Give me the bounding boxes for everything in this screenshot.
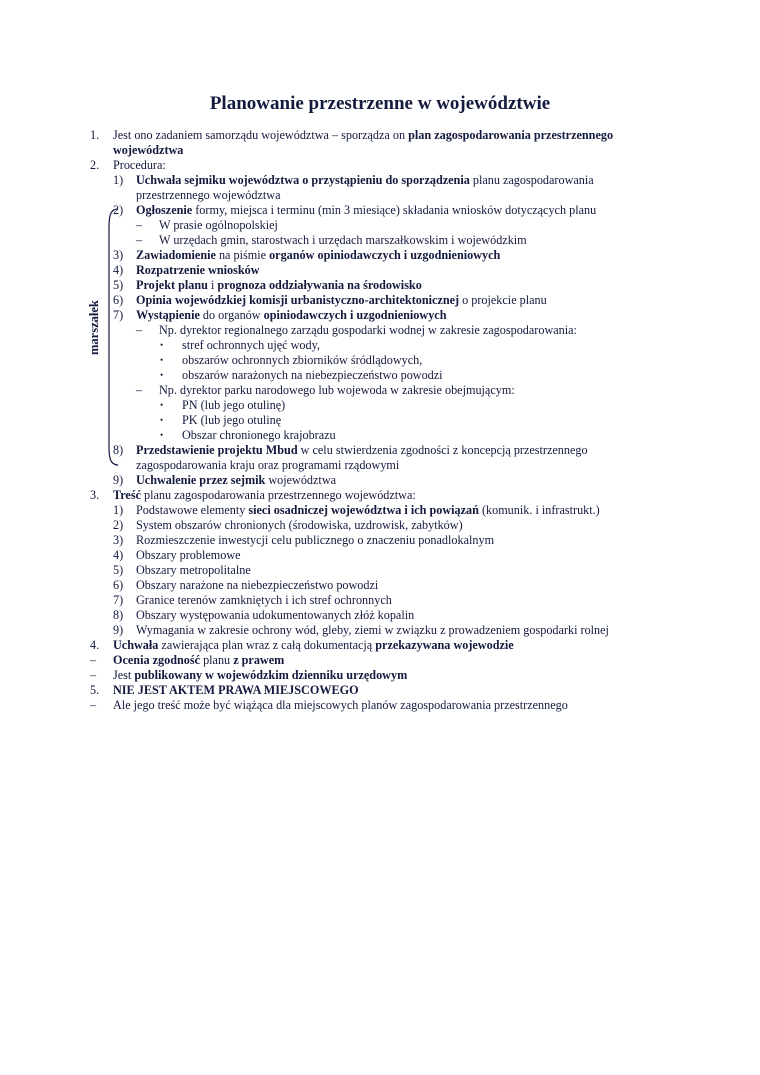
list-text [182,338,320,353]
list-marker: • [160,400,164,410]
list-marker: 3. [90,488,100,502]
list-marker: 9) [113,623,124,637]
list-marker: 5) [113,563,124,577]
text-segment: i [207,278,218,292]
list-text [159,383,515,398]
list-item [0,338,760,353]
list-item [0,203,760,218]
list-marker: 4) [113,263,124,277]
list-text [136,173,594,188]
bold-text: z prawem [233,653,285,667]
bold-text: prognoza oddziaływania na środowisko [217,278,422,292]
list-marker: • [160,340,164,350]
bold-text: Zawiadomienie [136,248,216,262]
text-segment: PN (lub jego otulinę) [182,398,286,412]
list-marker: • [160,415,164,425]
bold-text: Ocenia zgodność [113,653,201,667]
text-segment: Obszary narażone na niebezpieczeństwo powodzi [136,578,379,592]
list-marker: 3) [113,248,124,262]
bold-text: publikowany w wojewódzkim dzienniku urzędowym [134,668,408,682]
list-item [0,608,760,623]
list-item [0,323,760,338]
text-segment: Jest ono zadaniem samorządu województwa – sporządza on [113,128,409,142]
list-marker: • [160,355,164,365]
bold-text: Uchwała [113,638,159,652]
list-item [0,143,760,158]
text-segment: System obszarów chronionych (środowiska, uzdrowisk, zabytków) [136,518,463,532]
text-segment: stref ochronnych ujęć wody, [182,338,320,352]
text-segment: na piśmie [215,248,270,262]
text-segment: W prasie ogólnopolskiej [159,218,278,232]
list-item [0,368,760,383]
bold-text: województwa [113,143,184,157]
list-marker: 7) [113,593,124,607]
list-item [0,398,760,413]
bold-text: opiniodawczych i uzgodnieniowych [263,308,447,322]
text-segment: Np. dyrektor regionalnego zarządu gospodarki wodnej w zakresie zagospodarowania: [159,323,577,337]
text-segment: formy, miejsca i terminu (min 3 miesiące) składania wniosków dotyczących planu [192,203,597,217]
list-item [0,563,760,578]
text-segment: obszarów narażonych na niebezpieczeństwo powodzi [182,368,443,382]
list-item [0,503,760,518]
text-segment: PK (lub jego otulinę [182,413,282,427]
list-item [0,638,760,653]
list-text [136,563,251,578]
list-text [113,698,568,713]
list-text [136,533,494,548]
list-text [159,218,278,233]
list-marker: 7) [113,308,124,322]
text-segment: planu zagospodarowania przestrzennego województwa: [140,488,416,502]
list-item [0,353,760,368]
list-item [0,518,760,533]
list-marker: – [90,653,97,667]
list-marker: 5) [113,278,124,292]
list-text [136,623,609,638]
list-marker: 1) [113,173,124,187]
list-item [0,278,760,293]
list-marker: – [90,698,97,712]
bold-text: Przedstawienie projektu Mbud [136,443,298,457]
list-marker: – [136,383,143,397]
bold-text: plan zagospodarowania przestrzennego [408,128,614,142]
list-item [0,548,760,563]
text-segment: Obszary problemowe [136,548,241,562]
list-item [0,263,760,278]
list-text [182,428,336,443]
list-item [0,173,760,188]
text-segment: do organów [199,308,264,322]
list-text [113,638,514,653]
text-segment: Obszary występowania udokumentowanych złóż kopalin [136,608,415,622]
list-marker: • [160,370,164,380]
text-segment: w celu stwierdzenia zgodności z koncepcją przestrzennego [297,443,588,457]
list-item [0,428,760,443]
list-text [182,368,443,383]
text-segment: Procedura: [113,158,166,172]
list-item [0,623,760,638]
text-segment: (komunik. i infrastrukt.) [478,503,600,517]
list-marker: 2) [113,518,124,532]
list-item [0,458,760,473]
list-text [136,443,588,458]
list-text [136,593,392,608]
list-marker: 6) [113,293,124,307]
bold-text: Uchwalenie przez sejmik [136,473,266,487]
bold-text: NIE JEST AKTEM PRAWA MIEJSCOWEGO [113,683,359,697]
list-text [136,473,336,488]
text-segment: Jest [113,668,135,682]
bold-text: Wystąpienie [136,308,200,322]
bold-text: Rozpatrzenie wniosków [136,263,260,277]
text-segment: województwa [265,473,337,487]
list-marker: 6) [113,578,124,592]
list-marker: 5. [90,683,100,697]
list-text [182,413,281,428]
bold-text: Treść [113,488,141,502]
text-segment: przestrzennego województwa [136,188,281,202]
document-body [0,128,760,713]
list-item [0,473,760,488]
list-item [0,533,760,548]
list-text [113,668,407,683]
list-text [113,683,359,698]
list-item [0,293,760,308]
list-marker: 2) [113,203,124,217]
list-text [113,158,166,173]
list-text [136,578,378,593]
list-item [0,413,760,428]
text-segment: Ale jego treść może być wiążąca dla miejscowych planów zagospodarowania przestrzennego [113,698,568,712]
list-text [136,458,399,473]
text-segment: W urzędach gmin, starostwach i urzędach marszałkowskim i wojewódzkim [159,233,527,247]
bold-text: Opinia wojewódzkiej komisji urbanistyczno-architektonicznej [136,293,460,307]
list-item [0,443,760,458]
list-text [136,518,463,533]
list-item [0,488,760,503]
list-marker: 2. [90,158,100,172]
text-segment: Podstawowe elementy [136,503,249,517]
list-text [113,143,183,158]
list-text [113,128,613,143]
page-title: Planowanie przestrzenne w województwie [209,93,551,114]
text-segment: o projekcie planu [459,293,547,307]
text-segment: Obszar chronionego krajobrazu [182,428,336,442]
text-segment: planu zagospodarowania [469,173,594,187]
list-text [136,608,414,623]
list-item [0,128,760,143]
list-text [182,398,285,413]
list-text [159,323,577,338]
list-marker: • [160,430,164,440]
list-text [136,293,547,308]
list-marker: 8) [113,443,124,457]
marszalek-label: marszałek [87,300,101,355]
list-item [0,233,760,248]
list-marker: – [136,233,143,247]
list-marker: 1) [113,503,124,517]
list-text [136,503,600,518]
list-item [0,158,760,173]
list-item [0,683,760,698]
list-item [0,668,760,683]
list-marker: 4) [113,548,124,562]
list-text [136,308,446,323]
bold-text: organów opiniodawczych i uzgodnieniowych [269,248,501,262]
list-item [0,308,760,323]
list-marker: – [90,668,97,682]
list-text [136,188,281,203]
list-item [0,593,760,608]
list-marker: 9) [113,473,124,487]
list-marker: – [136,323,143,337]
text-segment: zawierająca plan wraz z całą dokumentacją [158,638,376,652]
list-item [0,188,760,203]
text-segment: planu [200,653,234,667]
text-segment: Granice terenów zamkniętych i ich stref ochronnych [136,593,392,607]
list-text [182,353,422,368]
bold-text: sieci osadniczej województwa i ich powiązań [248,503,479,517]
list-item [0,383,760,398]
text-segment: Rozmieszczenie inwestycji celu publicznego o znaczeniu ponadlokalnym [136,533,495,547]
list-text [136,263,260,278]
list-text [113,488,416,503]
list-marker: – [136,218,143,232]
text-segment: obszarów ochronnych zbiorników śródlądowych, [182,353,423,367]
bold-text: Uchwała sejmiku województwa o przystąpieniu do sporządzenia [136,173,470,187]
list-text [136,248,500,263]
list-marker: 1. [90,128,100,142]
list-text [136,548,241,563]
text-segment: Np. dyrektor parku narodowego lub wojewoda w zakresie obejmującym: [159,383,515,397]
list-item [0,578,760,593]
list-item [0,698,760,713]
list-text [159,233,527,248]
list-text [113,653,284,668]
list-text [136,203,596,218]
text-segment: zagospodarowania kraju oraz programami rządowymi [136,458,400,472]
bold-text: Projekt planu [136,278,208,292]
list-marker: 8) [113,608,124,622]
list-item [0,218,760,233]
text-segment: Wymagania w zakresie ochrony wód, gleby, ziemi w związku z prowadzeniem gospodarki rolnej [136,623,609,637]
bold-text: Ogłoszenie [136,203,193,217]
text-segment: Obszary metropolitalne [136,563,251,577]
list-marker: 3) [113,533,124,547]
list-item [0,653,760,668]
bold-text: przekazywana wojewodzie [375,638,514,652]
list-text [136,278,422,293]
list-marker: 4. [90,638,100,652]
list-item [0,248,760,263]
